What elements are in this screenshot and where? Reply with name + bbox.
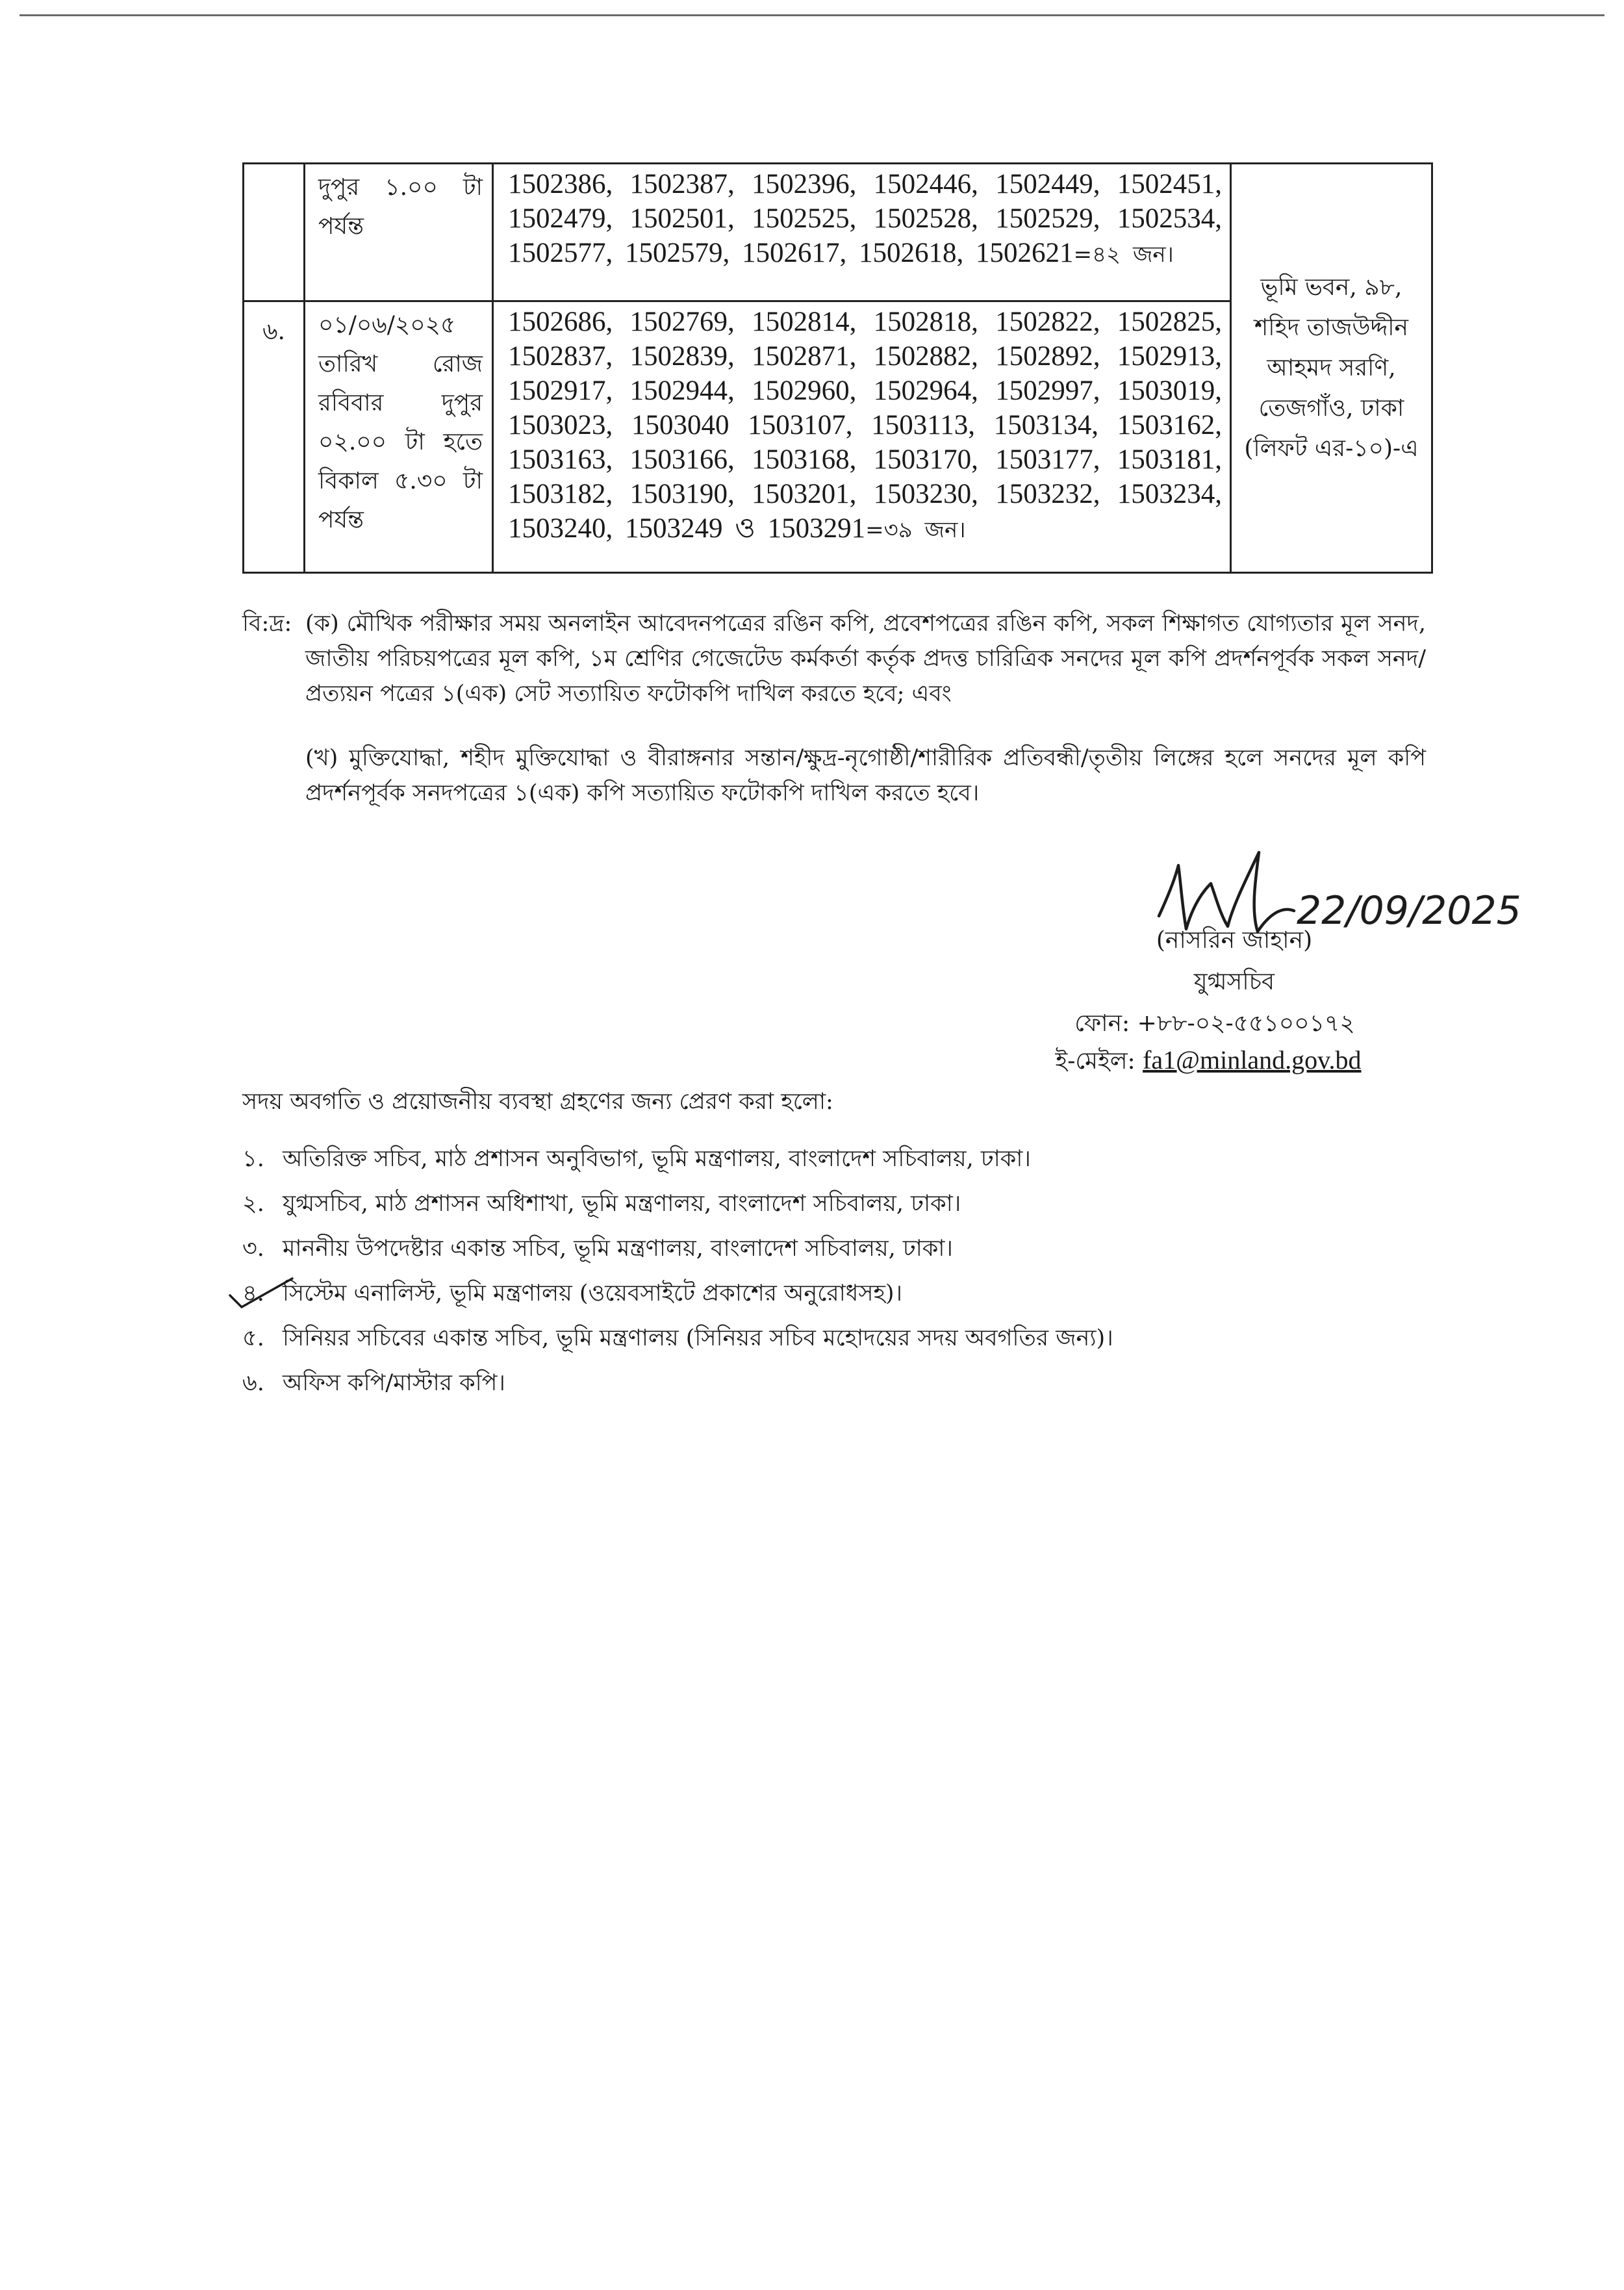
signer-phone (1013, 1006, 1416, 1045)
roll-numbers: 1502386, 1502387, 1502396, 1502446, 1502449, 1502451, 1502479, 1502501, 1502525, 1502528, 1502529, 1502534, 1502577, 1502579, 1502617, 1502618, 1502621 (508, 169, 1222, 268)
roll-numbers: 1502686, 1502769, 1502814, 1502818, 1502822, 1502825, 1502837, 1502839, 1502871, 1502882, 1502892, 1502913, 1502917, 1502944, 1502960, 1502964, 1502997, 1503019, 1503023, 1503040 1503107, 1503113, 1503134, 1503162, 1503163, 1503166, 1503168, 1503170, 1503177, 1503181, 1503182, 1503190, 1503201, 1503230, 1503232, 1503234, 1503240, 1503249 ও 1503291 (508, 307, 1222, 544)
note-kha: (খ) মুক্তিযোদ্ধা, শহীদ মুক্তিযোদ্ধা ও বীরাঙ্গনার সন্তান/ক্ষুদ্র-নৃগোষ্ঠী/শারীরিক প্রতিবন্ধী/তৃতীয় লিঙ্গের হলে সনদের মূল কপি প্রদর্শনপূর্বক সনদপত্রের ১(এক) কপি সত্যায়িত ফটোকপি দাখিল করতে হবে। (305, 745, 1426, 806)
distribution-heading: সদয় অবগতি ও প্রয়োজনীয় ব্যবস্থা গ্রহণের জন্য প্রেরণ করা হলো: (242, 1089, 833, 1115)
candidate-count: =৩৯ জন। (865, 517, 966, 543)
candidate-count: =৪২ জন। (1073, 242, 1174, 268)
page-top-rule (19, 14, 1605, 16)
signer-name: (নাসরিন জাহান) (1156, 927, 1313, 954)
time-cell: ০১/০৬/২০২৫ তারিখ রোজ রবিবার দুপুর ০২.০০ টা হতে বিকাল ৫.৩০ টা পর্যন্ত (305, 301, 493, 573)
signer-email (1000, 1043, 1416, 1082)
list-item: ৪. সিস্টেম এনালিস্ট, ভূমি মন্ত্রণালয় (ওয়েবসাইটে প্রকাশের অনুরোধসহ)। (242, 1280, 903, 1306)
tick-mark-icon (226, 1275, 298, 1311)
list-item: ১. অতিরিক্ত সচিব, মাঠ প্রশাসন অনুবিভাগ, ভূমি মন্ত্রণালয়, বাংলাদেশ সচিবালয়, ঢাকা। (242, 1146, 1031, 1172)
handwritten-date: 22/09/2025 (1297, 888, 1521, 934)
phone-number: +৮৮-০২-৫৫১০০১৭২ (1137, 1010, 1355, 1037)
phone-label: ফোন: (1074, 1010, 1130, 1037)
email-label: ই-মেইল: (1055, 1048, 1136, 1075)
note-prefix: বি:দ্র: (242, 611, 292, 637)
signer-designation: যুগ্মসচিব (1193, 969, 1275, 995)
roll-numbers-cell (493, 164, 1231, 301)
schedule-table (242, 162, 1433, 574)
time-cell: দুপুর ১.০০ টা পর্যন্ত (305, 164, 493, 301)
serial-cell: ৬. (244, 301, 305, 573)
list-item: ৫. সিনিয়র সচিবের একান্ত সচিব, ভূমি মন্ত্রণালয় (সিনিয়র সচিব মহোদয়ের সদয় অবগতির জন্য)। (242, 1325, 1113, 1351)
roll-numbers-cell (493, 301, 1231, 573)
email-link[interactable]: fa1@minland.gov.bd (1143, 1045, 1362, 1075)
list-item: ৬. অফিস কপি/মাস্টার কপি। (242, 1370, 505, 1396)
list-item: ২. যুগ্মসচিব, মাঠ প্রশাসন অধিশাখা, ভূমি মন্ত্রণালয়, বাংলাদেশ সচিবালয়, ঢাকা। (242, 1191, 961, 1217)
table-row (244, 164, 1432, 301)
note-ka: (ক) মৌখিক পরীক্ষার সময় অনলাইন আবেদনপত্রের রঙিন কপি, প্রবেশপত্রের রঙিন কপি, সকল শিক্ষাগত যোগ্যতার মূল সনদ, জাতীয় পরিচয়পত্রের মূল কপি, ১ম শ্রেণির গেজেটেড কর্মকর্তা কর্তৃক প্রদত্ত চারিত্রিক সনদের মূল কপি প্রদর্শনপূর্বক সকল সনদ/প্রত্যয়ন পত্রের ১(এক) সেট সত্যায়িত ফটোকপি দাখিল করতে হবে; এবং (305, 611, 1426, 707)
list-item: ৩. মাননীয় উপদেষ্টার একান্ত সচিব, ভূমি মন্ত্রণালয়, বাংলাদেশ সচিবালয়, ঢাকা। (242, 1236, 953, 1262)
serial-cell (244, 164, 305, 301)
venue-cell: ভূমি ভবন, ৯৮, শহিদ তাজউদ্দীন আহমদ সরণি, তেজগাঁও, ঢাকা (লিফট এর-১০)-এ (1231, 164, 1432, 573)
